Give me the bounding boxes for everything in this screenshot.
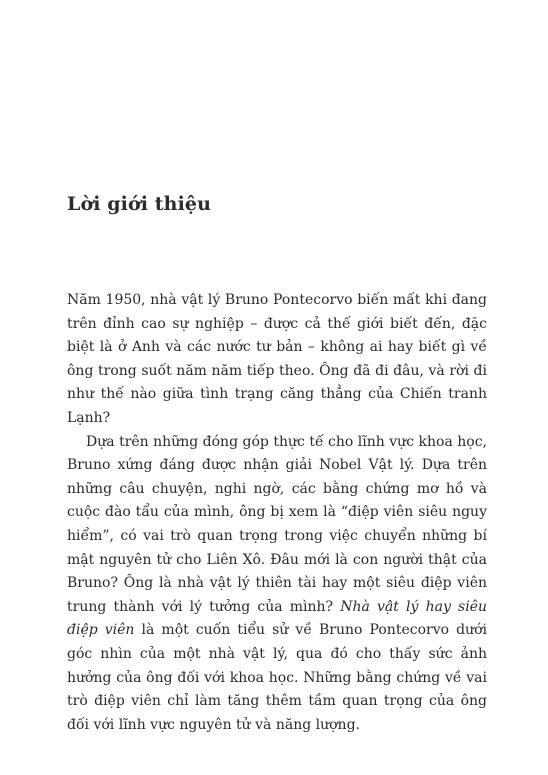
book-title-italic: Nhà vật lý hay siêu điệp viên xyxy=(67,598,487,639)
chapter-heading: Lời giới thiệu xyxy=(67,193,211,215)
paragraph-2-part-1: Dựa trên những đóng góp thực tế cho lĩnh vực khoa học, Bruno xứng đáng được nhận giải Nobel Vật lý. Dựa trên những câu chuyện, nghi ngờ, các bằng chứng mơ hồ và cuộc đào tẩu của mình, ông bị xem là “điệp viên siêu nguy hiểm”, có vai trò quan trọng trong việc chuyển những bí mật nguyên tử cho Liên Xô. Đâu mới là con người thật của Bruno? Ông là nhà vật lý thiên tài hay một siêu điệp viên trung thành với lý tưởng của mình? xyxy=(67,433,487,615)
paragraph-2-part-2: là một cuốn tiểu sử về Bruno Pontecorvo dưới góc nhìn của một nhà vật lý, qua đó cho thấy sức ảnh hưởng của ông đối với khoa học. Những bằng chứng về vai trò điệp viên chỉ làm tăng thêm tầm quan trọng của ông đối với lĩnh vực nguyên tử và năng lượng. xyxy=(67,622,487,733)
paragraph-1: Năm 1950, nhà vật lý Bruno Pontecorvo biến mất khi đang trên đỉnh cao sự nghiệp – được cả thế giới biết đến, đặc biệt là ở Anh và các nước tư bản – không ai hay biết gì về ông trong suốt năm năm tiếp theo. Ông đã đi đâu, và rời đi như thế nào giữa tình trạng căng thẳng của Chiến tranh Lạnh? xyxy=(67,292,487,426)
introduction-body xyxy=(67,289,487,737)
paragraph-2 xyxy=(67,431,487,738)
